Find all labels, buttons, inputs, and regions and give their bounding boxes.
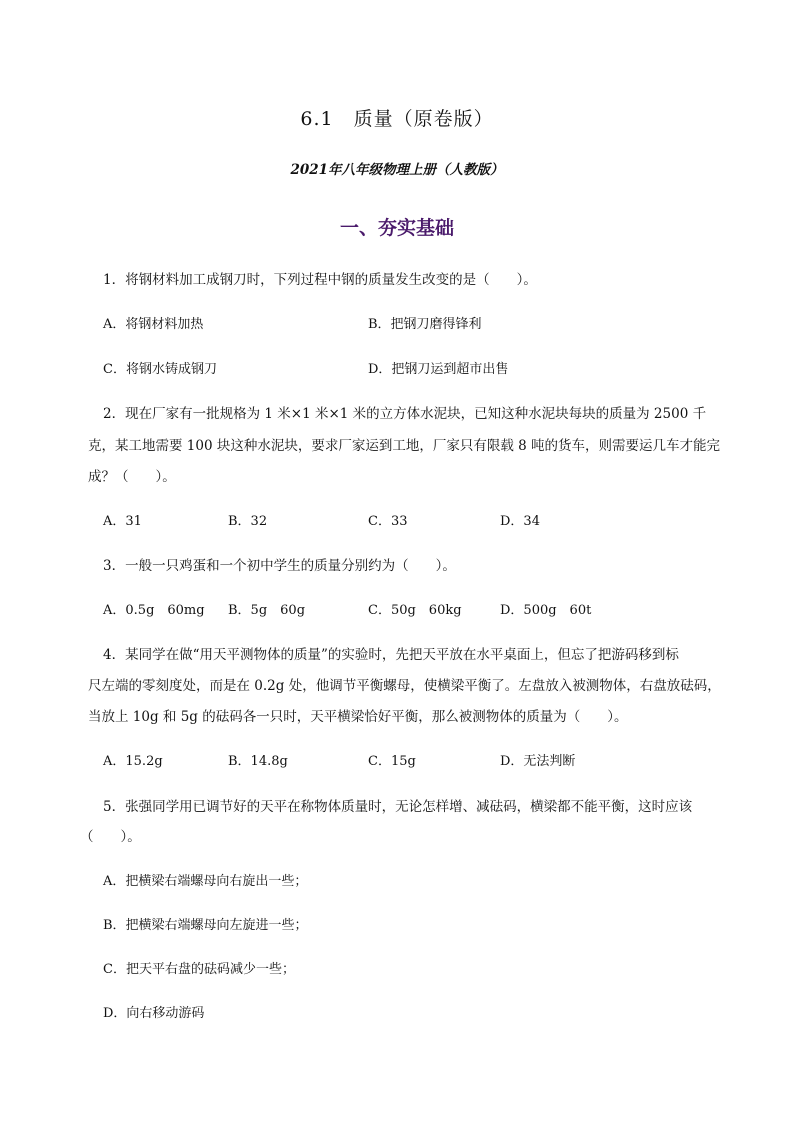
question-3-option-b: B．5g 60g <box>228 603 306 618</box>
question-1-option-c: C．将钢水铸成钢刀 <box>103 362 217 377</box>
question-2-option-c: C．33 <box>368 514 408 529</box>
question-4-line-3: 当放上 10g 和 5g 的砝码各一只时，天平横梁恰好平衡，那么被测物体的质量为（ ）。 <box>88 709 628 725</box>
question-2-option-d: D．34 <box>500 514 540 529</box>
page-subtitle: 2021年八年级物理上册（人教版） <box>290 162 504 178</box>
question-1-option-a: A．将钢材料加热 <box>103 317 204 332</box>
question-4-option-d: D．无法判断 <box>500 754 576 769</box>
question-4-option-c: C．15g <box>368 754 416 769</box>
question-5-line-2: （ ）。 <box>80 829 141 845</box>
page-title: 6.1 质量（原卷版） <box>300 108 494 130</box>
question-2-line-3: 成？（ ）。 <box>88 469 176 485</box>
question-4-line-2: 尺左端的零刻度处，而是在 0.2g 处，他调节平衡螺母，使横梁平衡了。左盘放入被测物体，右盘放砝码， <box>88 678 721 694</box>
question-2-line-1: 2．现在厂家有一批规格为 1 米×1 米×1 米的立方体水泥块，已知这种水泥块每块的质量为 2500 千 <box>103 406 707 422</box>
question-3-text: 3．一般一只鸡蛋和一个初中学生的质量分别约为（ ）。 <box>103 558 456 574</box>
question-1-option-b: B．把钢刀磨得锋利 <box>368 317 482 332</box>
question-3-option-c: C．50g 60kg <box>368 603 462 618</box>
section-heading: 一、夯实基础 <box>339 217 454 239</box>
question-5-option-d: D．向右移动游码 <box>103 1006 205 1021</box>
question-1-option-d: D．把钢刀运到超市出售 <box>368 362 509 377</box>
question-5-option-c: C．把天平右盘的砝码减少一些； <box>103 962 295 977</box>
question-4-line-1: 4．某同学在做“用天平测物体的质量”的实验时，先把天平放在水平桌面上，但忘了把游码移到标 <box>103 647 679 663</box>
question-2-option-b: B．32 <box>228 514 268 529</box>
question-2-option-a: A．31 <box>103 514 142 529</box>
question-3-option-d: D．500g 60t <box>500 603 592 618</box>
question-3-option-a: A．0.5g 60mg <box>103 603 205 618</box>
question-2-line-2: 克，某工地需要 100 块这种水泥块，要求厂家运到工地，厂家只有限载 8 吨的货车，则需要运几车才能完 <box>88 438 721 454</box>
question-5-option-a: A．把横梁右端螺母向右旋出一些； <box>103 874 308 889</box>
question-4-option-b: B．14.8g <box>228 754 288 769</box>
question-1-text: 1．将钢材料加工成钢刀时，下列过程中钢的质量发生改变的是（ ）。 <box>103 272 537 288</box>
question-5-line-1: 5．张强同学用已调节好的天平在称物体质量时，无论怎样增、减砝码，横梁都不能平衡，这时应该 <box>103 799 693 815</box>
question-4-option-a: A．15.2g <box>103 754 163 769</box>
question-5-option-b: B．把横梁右端螺母向左旋进一些； <box>103 918 308 933</box>
